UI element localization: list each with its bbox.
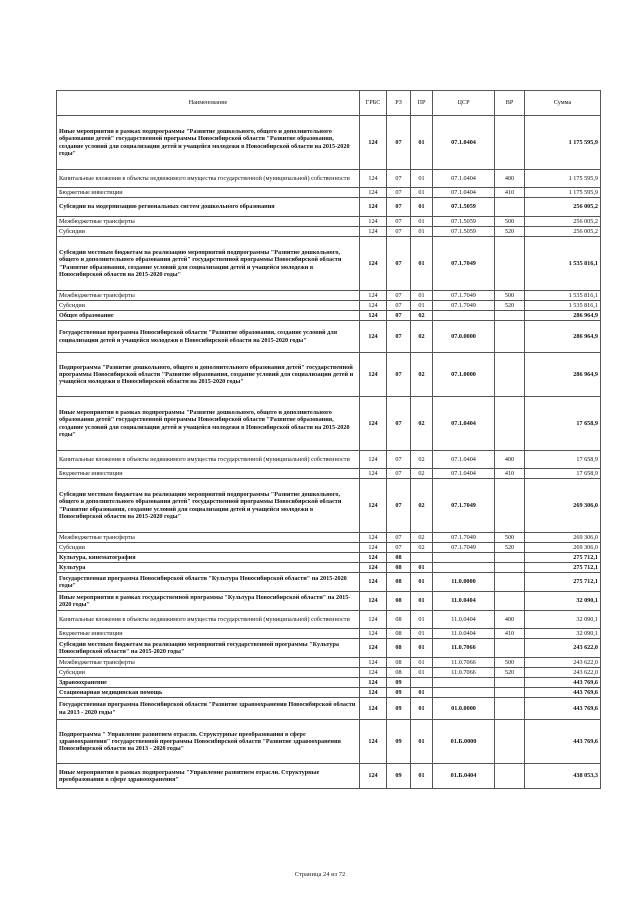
row-name: Подпрограмма "Развитие дошкольного, общего и дополнительного образования детей" государственной программы Новосибирской области "Развитие образования, создание условий для социализации детей и учащейся молодежи в Новосибирской области на 2015-2020 годы" [57,353,360,397]
row-sum: 275 712,1 [525,553,601,563]
table-row [57,227,601,237]
row-sum: 443 769,6 [525,678,601,688]
row-name: Субсидии [57,301,360,311]
row-grbs: 124 [360,720,387,764]
row-name: Межбюджетные трансферты [57,217,360,227]
row-pr: 02 [411,543,433,553]
table-row [57,629,601,639]
row-rz: 07 [387,397,411,451]
row-pr: 01 [411,188,433,198]
table-row [57,764,601,789]
row-rz: 07 [387,451,411,469]
row-csr: 07.1.7049 [433,301,495,311]
row-rz: 09 [387,764,411,789]
row-name: Бюджетные инвестиции [57,469,360,479]
row-vr [495,698,525,720]
row-sum: 256 005,2 [525,227,601,237]
row-rz: 08 [387,553,411,563]
table-row [57,353,601,397]
row-pr: 01 [411,217,433,227]
row-rz: 08 [387,573,411,592]
row-vr [495,678,525,688]
row-rz: 07 [387,227,411,237]
row-sum: 1 175 595,9 [525,188,601,198]
row-grbs: 124 [360,553,387,563]
row-rz: 07 [387,301,411,311]
row-pr: 02 [411,311,433,321]
row-name: Культура [57,563,360,573]
row-grbs: 124 [360,764,387,789]
row-name: Субсидии местным бюджетам на реализацию мероприятий государственной программы "Культура Новосибирской области" на 2015-2020 годы" [57,639,360,658]
row-csr [433,678,495,688]
row-csr: 07.1.5059 [433,198,495,217]
row-grbs: 124 [360,291,387,301]
row-pr: 01 [411,688,433,698]
table-row [57,321,601,353]
row-grbs: 124 [360,573,387,592]
row-rz: 07 [387,237,411,291]
row-rz: 09 [387,720,411,764]
row-pr: 01 [411,301,433,311]
row-name: Капитальные вложения в объекты недвижимого имущества государственной (муниципальной) собственности [57,451,360,469]
row-vr: 500 [495,291,525,301]
table-row [57,698,601,720]
table-row [57,611,601,629]
header-vr: ВР [495,91,525,116]
row-name: Государственная программа Новосибирской области "Развитие образования, создание условий для социализации детей и учащейся молодежи в Новосибирской области на 2015-2020 годы" [57,321,360,353]
row-csr: 07.1.5059 [433,227,495,237]
row-csr: 11.0.0000 [433,573,495,592]
row-csr: 01.Б.0404 [433,764,495,789]
row-grbs: 124 [360,353,387,397]
row-pr: 01 [411,629,433,639]
row-vr [495,573,525,592]
row-grbs: 124 [360,533,387,543]
row-vr: 500 [495,658,525,668]
row-name: Здравоохранение [57,678,360,688]
row-sum: 243 622,0 [525,668,601,678]
row-vr: 410 [495,629,525,639]
row-pr: 01 [411,198,433,217]
row-csr: 07.1.7049 [433,543,495,553]
table-header-row [57,91,601,116]
row-grbs: 124 [360,188,387,198]
row-pr: 02 [411,321,433,353]
row-grbs: 124 [360,311,387,321]
row-vr: 520 [495,301,525,311]
row-grbs: 124 [360,611,387,629]
row-name: Капитальные вложения в объекты недвижимого имущества государственной (муниципальной) собственности [57,611,360,629]
table-row [57,217,601,227]
row-vr [495,198,525,217]
header-grbs: ГРБС [360,91,387,116]
table-row [57,451,601,469]
row-sum: 269 306,0 [525,533,601,543]
row-sum: 1 535 816,1 [525,237,601,291]
row-pr: 01 [411,720,433,764]
row-sum: 443 769,6 [525,720,601,764]
row-rz: 08 [387,563,411,573]
table-row [57,553,601,563]
row-vr [495,553,525,563]
row-vr: 410 [495,188,525,198]
row-grbs: 124 [360,668,387,678]
row-pr: 01 [411,668,433,678]
row-pr [411,678,433,688]
row-rz: 07 [387,170,411,188]
row-name: Бюджетные инвестиции [57,188,360,198]
row-grbs: 124 [360,170,387,188]
row-sum: 275 712,1 [525,573,601,592]
header-rz: РЗ [387,91,411,116]
row-vr [495,720,525,764]
header-sum: Сумма [525,91,601,116]
row-name: Межбюджетные трансферты [57,658,360,668]
budget-table [56,90,601,789]
row-sum: 256 005,2 [525,217,601,227]
row-grbs: 124 [360,658,387,668]
table-row [57,639,601,658]
row-rz: 07 [387,469,411,479]
row-rz: 07 [387,198,411,217]
row-name: Иные мероприятия в рамках подпрограммы "Развитие дошкольного, общего и дополнительного образования детей" государственной программы Новосибирской области "Развитие образования, создание условий для социализации детей и учащейся молодежи в Новосибирской области на 2015-2020 годы" [57,397,360,451]
row-pr: 01 [411,291,433,301]
row-rz: 08 [387,668,411,678]
row-pr: 01 [411,170,433,188]
table-row [57,116,601,170]
row-rz: 08 [387,639,411,658]
row-vr: 400 [495,611,525,629]
header-name: Наименование [57,91,360,116]
row-vr [495,353,525,397]
row-csr: 11.0.7066 [433,668,495,678]
row-pr: 02 [411,451,433,469]
row-vr [495,311,525,321]
row-sum: 1 175 595,9 [525,170,601,188]
row-sum: 1 535 816,1 [525,301,601,311]
row-name: Культура, кинематография [57,553,360,563]
row-grbs: 124 [360,116,387,170]
table-row [57,688,601,698]
row-name: Подпрограмма " Управление развитием отрасли. Структурные преобразования в сфере здравоохранения" государственной программы Новосибирской области "Развитие здравоохранения Новосибирской области на 2013 - 2020 годы" [57,720,360,764]
row-grbs: 124 [360,321,387,353]
row-vr: 520 [495,543,525,553]
row-csr: 11.0.7066 [433,639,495,658]
row-grbs: 124 [360,698,387,720]
row-sum: 286 964,9 [525,311,601,321]
row-rz: 07 [387,479,411,533]
row-pr: 01 [411,237,433,291]
row-vr: 520 [495,668,525,678]
table-row [57,668,601,678]
row-grbs: 124 [360,688,387,698]
row-csr: 07.1.5059 [433,217,495,227]
row-csr: 07.0.0000 [433,321,495,353]
row-grbs: 124 [360,217,387,227]
row-rz: 07 [387,533,411,543]
row-csr: 11.0.0404 [433,629,495,639]
row-grbs: 124 [360,479,387,533]
row-name: Иные мероприятия в рамках государственной программы "Культура Новосибирской области" на 2015-2020 годы" [57,592,360,611]
row-grbs: 124 [360,397,387,451]
row-sum: 443 769,6 [525,688,601,698]
row-name: Субсидии [57,543,360,553]
row-sum: 17 658,9 [525,451,601,469]
row-rz: 07 [387,291,411,301]
row-sum: 269 306,0 [525,479,601,533]
row-csr: 07.1.0404 [433,188,495,198]
row-sum: 438 053,3 [525,764,601,789]
row-vr [495,688,525,698]
table-row [57,237,601,291]
row-vr: 500 [495,217,525,227]
row-csr: 07.1.7049 [433,533,495,543]
table-row [57,543,601,553]
row-pr: 01 [411,639,433,658]
row-name: Субсидии [57,227,360,237]
row-name: Общее образование [57,311,360,321]
row-vr [495,397,525,451]
row-csr [433,553,495,563]
row-name: Государственная программа Новосибирской области "Культура Новосибирской области" на 2015-2020 годы" [57,573,360,592]
table-row [57,397,601,451]
row-csr: 07.1.0404 [433,469,495,479]
row-sum: 286 964,9 [525,353,601,397]
row-rz: 07 [387,543,411,553]
table-row [57,311,601,321]
row-grbs: 124 [360,198,387,217]
row-rz: 07 [387,321,411,353]
row-grbs: 124 [360,451,387,469]
row-csr: 07.1.0404 [433,116,495,170]
table-row [57,301,601,311]
row-pr: 01 [411,227,433,237]
row-csr: 07.1.7049 [433,291,495,301]
row-csr: 07.1.0404 [433,451,495,469]
row-csr [433,311,495,321]
row-csr [433,688,495,698]
table-row [57,592,601,611]
row-csr: 07.1.0404 [433,397,495,451]
row-csr [433,563,495,573]
table-row [57,479,601,533]
row-vr [495,116,525,170]
row-pr: 01 [411,592,433,611]
row-csr: 01.Б.0000 [433,720,495,764]
row-name: Государственная программа Новосибирской области "Развитие здравоохранения Новосибирской области на 2013 - 2020 годы" [57,698,360,720]
row-grbs: 124 [360,469,387,479]
row-pr [411,553,433,563]
row-name: Субсидии [57,668,360,678]
table-row [57,678,601,688]
row-rz: 09 [387,698,411,720]
row-grbs: 124 [360,563,387,573]
row-pr: 01 [411,116,433,170]
row-grbs: 124 [360,227,387,237]
row-vr [495,321,525,353]
table-row [57,658,601,668]
row-grbs: 124 [360,543,387,553]
table-row [57,720,601,764]
row-name: Стационарная медицинская помощь [57,688,360,698]
row-name: Субсидии местным бюджетам на реализацию мероприятий подпрограммы "Развитие дошкольного, общего и дополнительного образования детей" государственной программы Новосибирской области "Развитие образования, создание условий для социализации детей и учащейся молодежи в Новосибирской области на 2015-2020 годы" [57,479,360,533]
row-vr [495,592,525,611]
row-vr [495,237,525,291]
row-sum: 1 175 595,9 [525,116,601,170]
row-sum: 286 964,9 [525,321,601,353]
row-rz: 08 [387,658,411,668]
row-rz: 09 [387,678,411,688]
table-row [57,291,601,301]
row-vr: 410 [495,469,525,479]
header-pr: ПР [411,91,433,116]
row-vr: 520 [495,227,525,237]
row-rz: 08 [387,592,411,611]
header-csr: ЦСР [433,91,495,116]
row-name: Межбюджетные трансферты [57,533,360,543]
row-sum: 443 769,6 [525,698,601,720]
row-rz: 07 [387,188,411,198]
row-sum: 32 090,1 [525,592,601,611]
row-rz: 07 [387,353,411,397]
row-csr: 11.0.7066 [433,658,495,668]
row-name: Межбюджетные трансферты [57,291,360,301]
row-pr: 01 [411,658,433,668]
row-pr: 01 [411,563,433,573]
row-sum: 243 622,0 [525,658,601,668]
row-vr [495,479,525,533]
row-vr: 500 [495,533,525,543]
page-number: Страница 24 из 72 [294,871,346,878]
row-grbs: 124 [360,301,387,311]
row-sum: 17 658,9 [525,469,601,479]
row-pr: 01 [411,764,433,789]
row-grbs: 124 [360,629,387,639]
row-csr: 07.1.0404 [433,170,495,188]
row-pr: 02 [411,397,433,451]
table-row [57,533,601,543]
row-rz: 07 [387,217,411,227]
table-row [57,563,601,573]
row-rz: 07 [387,311,411,321]
table-body [57,116,601,789]
row-grbs: 124 [360,237,387,291]
row-pr: 01 [411,611,433,629]
row-name: Бюджетные инвестиции [57,629,360,639]
row-rz: 09 [387,688,411,698]
table-row [57,170,601,188]
row-name: Субсидии на модернизацию региональных систем дошкольного образования [57,198,360,217]
row-sum: 256 005,2 [525,198,601,217]
row-csr: 11.0.0404 [433,592,495,611]
row-grbs: 124 [360,639,387,658]
row-rz: 07 [387,116,411,170]
row-pr: 02 [411,533,433,543]
row-rz: 08 [387,629,411,639]
row-vr [495,563,525,573]
row-sum: 1 535 816,1 [525,291,601,301]
table-row [57,188,601,198]
row-csr: 07.1.7049 [433,237,495,291]
row-sum: 17 658,9 [525,397,601,451]
row-vr: 400 [495,170,525,188]
table-row [57,198,601,217]
row-vr [495,639,525,658]
row-sum: 269 306,0 [525,543,601,553]
row-grbs: 124 [360,678,387,688]
row-csr: 07.1.7049 [433,479,495,533]
row-csr: 07.1.0000 [433,353,495,397]
row-pr: 01 [411,698,433,720]
row-vr [495,764,525,789]
row-grbs: 124 [360,592,387,611]
table-row [57,469,601,479]
row-pr: 02 [411,479,433,533]
row-rz: 08 [387,611,411,629]
row-name: Капитальные вложения в объекты недвижимого имущества государственной (муниципальной) собственности [57,170,360,188]
row-name: Иные мероприятия в рамках подпрограммы "Управление развитием отрасли. Структурные преобразования в сфере здравоохранения" [57,764,360,789]
row-sum: 243 622,0 [525,639,601,658]
row-pr: 02 [411,353,433,397]
row-csr: 11.0.0404 [433,611,495,629]
table-row [57,573,601,592]
row-sum: 32 090,1 [525,611,601,629]
row-sum: 32 090,1 [525,629,601,639]
row-sum: 275 712,1 [525,563,601,573]
row-name: Иные мероприятия в рамках подпрограммы "Развитие дошкольного, общего и дополнительного образования детей" государственной программы Новосибирской области "Развитие образования, создание условий для социализации детей и учащейся молодежи в Новосибирской области на 2015-2020 годы" [57,116,360,170]
row-pr: 02 [411,469,433,479]
row-csr: 01.0.0000 [433,698,495,720]
row-vr: 400 [495,451,525,469]
row-name: Субсидии местным бюджетам на реализацию мероприятий подпрограммы "Развитие дошкольного, общего и дополнительного образования детей" государственной программы Новосибирской области "Развитие образования, создание условий для социализации детей и учащейся молодежи в Новосибирской области на 2015-2020 годы" [57,237,360,291]
row-pr: 01 [411,573,433,592]
